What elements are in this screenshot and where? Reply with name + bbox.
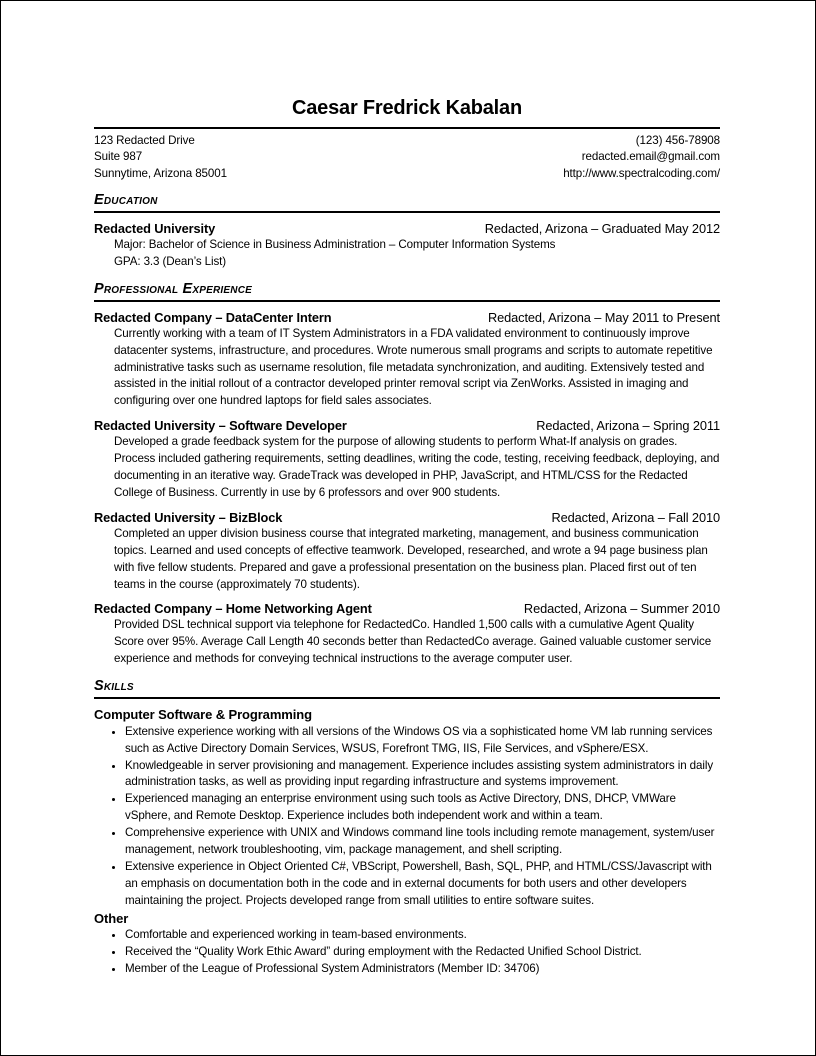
email-address: redacted.email@gmail.com (581, 150, 720, 164)
header-divider (94, 127, 720, 129)
skill-bullet: • Member of the League of Professional System Administrators (Member ID: 34706) (125, 961, 720, 978)
experience-entry-4 (94, 600, 720, 668)
education-school-name: Redacted University (94, 220, 216, 236)
education-gpa-line: GPA: 3.3 (Dean’s List) (114, 254, 227, 268)
job-title-4: Redacted Company – Home Networking Agent (94, 601, 372, 617)
skill-bullet: • Received the “Quality Work Ethic Award” during employment with the Redacted Unified School District. (125, 944, 720, 961)
section-education (94, 192, 720, 271)
section-experience (94, 281, 720, 669)
experience-entry-1 (94, 309, 720, 411)
skill-group-heading-software: Computer Software & Programming (94, 707, 312, 723)
education-section-title: Education (94, 192, 720, 213)
experience-entry-header (94, 600, 720, 617)
job-title-3: Redacted University – BizBlock (94, 509, 283, 525)
job-description-4: Provided DSL technical support via telephone for RedactedCo. Handled 1,500 calls with a cumulative Agent Quality Score over 95%. Average Call Length 40 seconds better than RedactedCo average. Gained valuable customer service experience and methods for conveying technical instructions to the average computer user. (114, 618, 712, 666)
job-title-2: Redacted University – Software Developer (94, 418, 347, 434)
contact-block (94, 133, 720, 182)
education-entry-header (94, 220, 720, 237)
address-line-1: 123 Redacted Drive (94, 134, 195, 147)
job-description-1: Currently working with a team of IT System Administrators in a FDA validated environment to continuously improve datacenter systems, infrastructure, and procedures. Wrote numerous small programs and scripts to automate repetitive administrative tasks such as username resolution, file metadata synchronization, and auditing. Extensively tested and assisted in the initial rollout of a contractor developed printer removal script via ZenWorks. Assisted in imaging and configuring over one hundred laptops for field sales associates. (114, 326, 713, 408)
education-location-date: Redacted, Arizona – Graduated May 2012 (484, 220, 720, 236)
job-location-date-2: Redacted, Arizona – Spring 2011 (536, 418, 720, 434)
job-description-2: Developed a grade feedback system for the purpose of allowing students to perform What-If analysis on grades. Process included gathering requirements, setting deadlines, writing the code, testing, receiving feedback, deploying, and documenting in an iterative way. GradeTrack was developed in PHP, JavaScript, and HTML/CSS for the Redacted College of Business. Currently in use by 6 professors and over 900 students. (114, 435, 720, 499)
skill-bullet: • Comprehensive experience with UNIX and Windows command line tools including remote management, system/user management, network troubleshooting, vim, package management, and shell scripting. (125, 825, 720, 859)
page-title: Caesar Fredrick Kabalan (292, 97, 522, 119)
experience-entry-header (94, 309, 720, 326)
address-line-2: Suite 987 (94, 150, 143, 164)
skill-bullet-list-software (94, 724, 720, 910)
skill-bullet: • Knowledgeable in server provisioning and management. Experience includes assisting system administrators in daily administration tasks, as well as providing input regarding infrastructure and systems improvement. (125, 758, 720, 792)
job-location-date-1: Redacted, Arizona – May 2011 to Present (487, 309, 720, 325)
contact-details-block (563, 133, 720, 182)
skill-bullet: • Comfortable and experienced working in team-based environments. (125, 927, 720, 944)
phone-number: (123) 456-78908 (635, 134, 720, 147)
education-entry (94, 220, 720, 271)
experience-entry-2 (94, 417, 720, 502)
education-major-line: Major: Bachelor of Science in Business Administration – Computer Information Systems (114, 237, 556, 251)
address-line-3: Sunnytime, Arizona 85001 (94, 166, 227, 180)
skills-section-title: Skills (94, 678, 720, 699)
skill-group-other (94, 910, 720, 978)
experience-entry-header (94, 417, 720, 434)
skill-bullet: • Extensive experience in Object Oriented C#, VBScript, Powershell, Bash, SQL, PHP, and HTML/CSS/Javascript with an emphasis on documentation both in the code and in external documents for both users and other developers maintaining the project. Projects developed range from small utilities to entire software suites. (125, 859, 720, 910)
experience-section-title: Professional Experience (94, 281, 720, 302)
website-url: http://www.spectralcoding.com/ (563, 166, 720, 180)
job-description-3: Completed an upper division business course that integrated marketing, management, and business communication topics. Learned and used concepts of effective teamwork. Developed, researched, and wrote a 94 page business plan with five fellow students. Prepared and gave a professional presentation on the business plan. Placed first out of ten teams in the course (approximately 70 students). (114, 526, 708, 591)
experience-entry-3 (94, 509, 720, 594)
skill-group-heading-other: Other (94, 910, 129, 926)
skill-bullet: • Experienced managing an enterprise environment using such tools as Active Directory, DNS, DHCP, VMWare vSphere, and Remote Desktop. Experience includes both independent work and within a team. (125, 791, 720, 825)
section-skills (94, 678, 720, 978)
skill-group-software (94, 706, 720, 909)
skill-bullet-list-other (94, 927, 720, 978)
address-block (94, 133, 227, 182)
job-title-1: Redacted Company – DataCenter Intern (94, 309, 332, 325)
skill-bullet: • Extensive experience working with all versions of the Windows OS via a sophisticated home VM lab running services such as Active Directory Domain Services, WSUS, Forefront TMG, IIS, File Services, and vSphere/ESX. (125, 724, 720, 758)
job-location-date-3: Redacted, Arizona – Fall 2010 (551, 509, 720, 525)
experience-entry-header (94, 509, 720, 526)
job-location-date-4: Redacted, Arizona – Summer 2010 (523, 601, 720, 617)
